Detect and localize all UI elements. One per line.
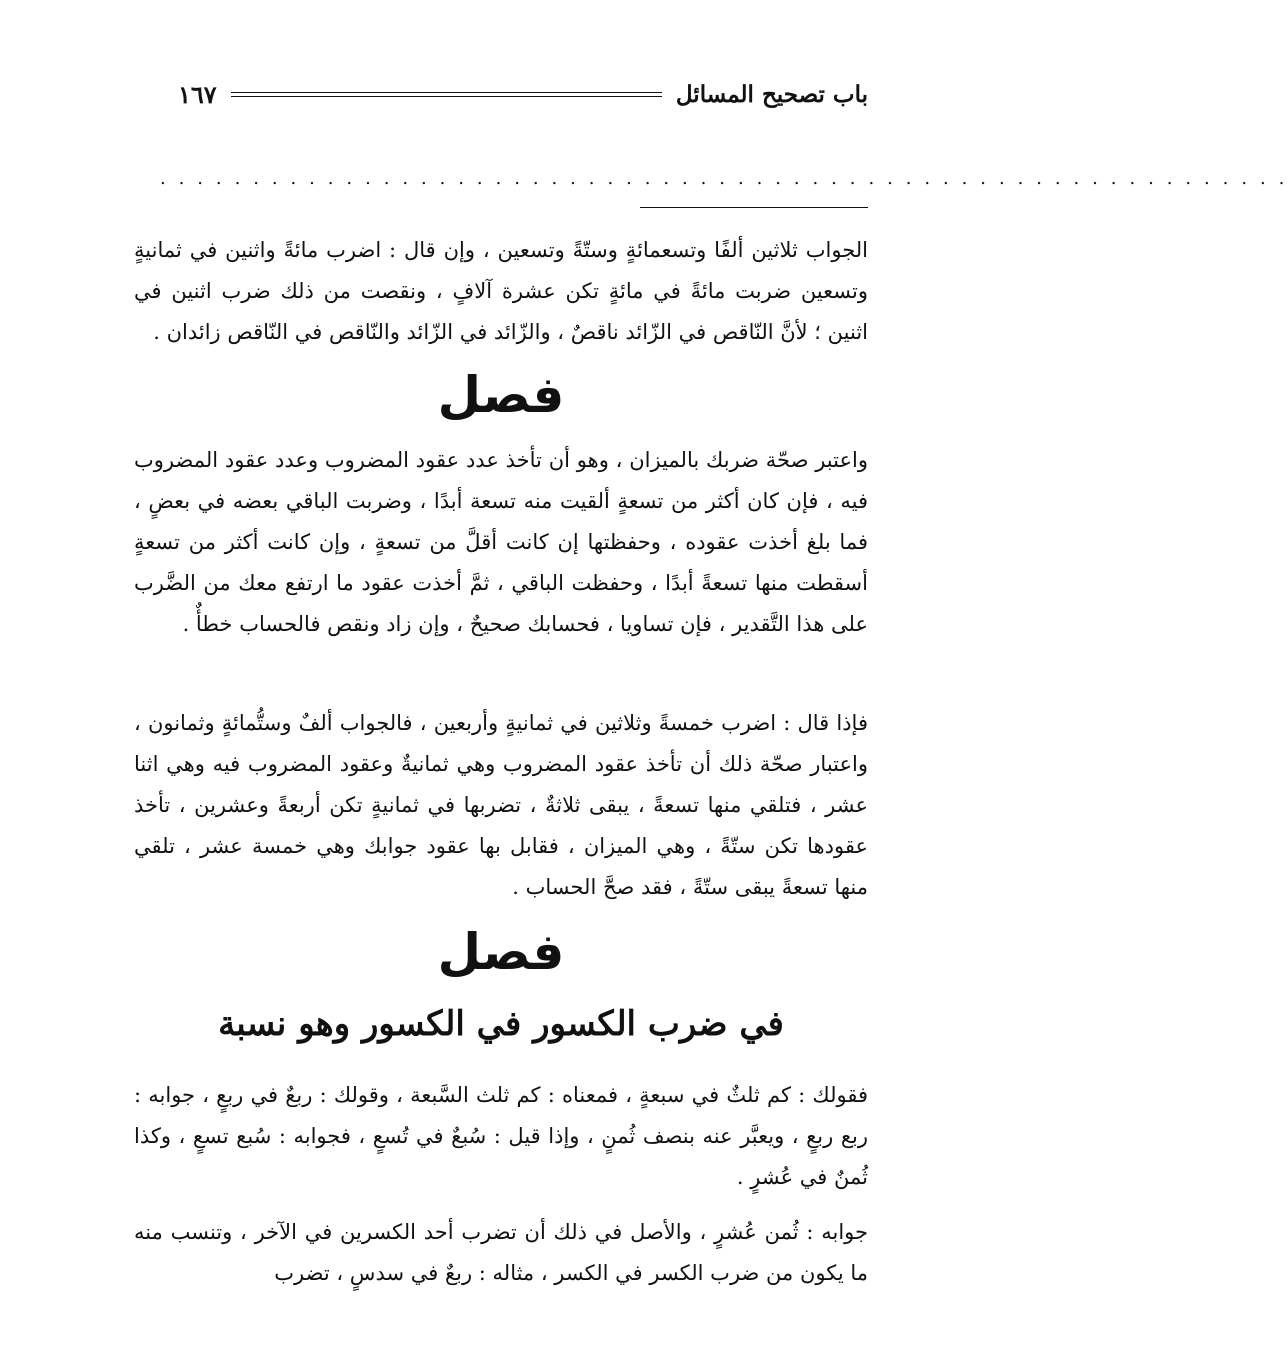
section-heading-fasl-2: فصل — [437, 923, 565, 981]
dotted-divider: . . . . . . . . . . . . . . . . . . . . . . . . . . . . . . . . . . . . . . . . . . . . . . . . . . . . . . . . . . . . . — [160, 168, 1288, 189]
chapter-title: باب تصحيح المسائل — [675, 80, 868, 108]
paragraph-fractions-answer: جوابه : ثُمن عُشرٍ ، والأصل في ذلك أن تضرب أحد الكسرين في الآخر ، وتنسب منه ما يكون من ضرب الكسر في الكسر ، مثاله : ربعٌ في سدسٍ ، تضرب — [134, 1220, 868, 1285]
section-heading-fasl-1: فصل — [437, 366, 565, 424]
page-number: ١٦٧ — [178, 79, 217, 109]
paragraph-continuation: الجواب ثلاثين ألفًا وتسعمائةٍ وستّةً وتسعين ، وإن قال : اضرب مائةً واثنين في ثمانيةٍ وتسعين ضربت مائةً في مائةٍ تكن عشرة آلافٍ ، ونقصت من ذلك ضرب اثنين في اثنين ؛ لأنَّ النّاقص في الزّائد ناقصٌ ، والزّائد في الزّائد والنّاقص في النّاقص زائدان . — [134, 238, 868, 344]
paragraph-fractions: فقولك : كم ثلثٌ في سبعةٍ ، فمعناه : كم ثلث السَّبعة ، وقولك : ربعٌ في ربعٍ ، جوابه : ربع ربعٍ ، ويعبَّر عنه بنصف ثُمنٍ ، وإذا قيل : سُبعٌ في تُسعٍ ، فجوابه : سُبع تسعٍ ، وكذا ثُمنٌ في عُشرٍ . — [134, 1083, 868, 1189]
paragraph-balance-check: واعتبر صحّة ضربك بالميزان ، وهو أن تأخذ عدد عقود المضروب وعدد عقود المضروب فيه ، فإن كان أكثر من تسعةٍ ألقيت منه تسعة أبدًا ، وضربت الباقي بعضه في بعضٍ ، فما بلغ أخذت عقوده ، وحفظتها إن كانت أقلَّ من تسعةٍ ، وإن كانت أكثر من تسعةٍ أسقطت منها تسعةً أبدًا ، وحفظت الباقي ، ثمَّ أخذت عقود ما ارتفع معك من الضَّرب على هذا التَّقدير ، فإن تساويا ، فحسابك صحيحٌ ، وإن زاد ونقص فالحساب خطأٌ . — [134, 448, 868, 636]
running-header — [178, 74, 868, 114]
header-rule — [231, 92, 662, 97]
paragraph-example: فإذا قال : اضرب خمسةً وثلاثين في ثمانيةٍ وأربعين ، فالجواب ألفٌ وستُّمائةٍ وثمانون ، واعتبار صحّة ذلك أن تأخذ عقود المضروب وهي ثمانيةٌ وعقود المضروب فيه وهي اثنا عشر ، فتلقي منها تسعةً ، يبقى ثلاثةٌ ، تضربها في ثمانيةٍ تكن أربعةً وعشرين ، تأخذ عقودها تكن ستّةً ، وهي الميزان ، فقابل بها عقود جوابك وهي خمسة عشر ، تلقي منها تسعةً يبقى ستّةً ، فقد صحَّ الحساب . — [134, 711, 868, 899]
section-subtitle-fractions: في ضرب الكسور في الكسور وهو نسبة — [218, 1004, 784, 1044]
footnote-rule — [640, 207, 868, 208]
